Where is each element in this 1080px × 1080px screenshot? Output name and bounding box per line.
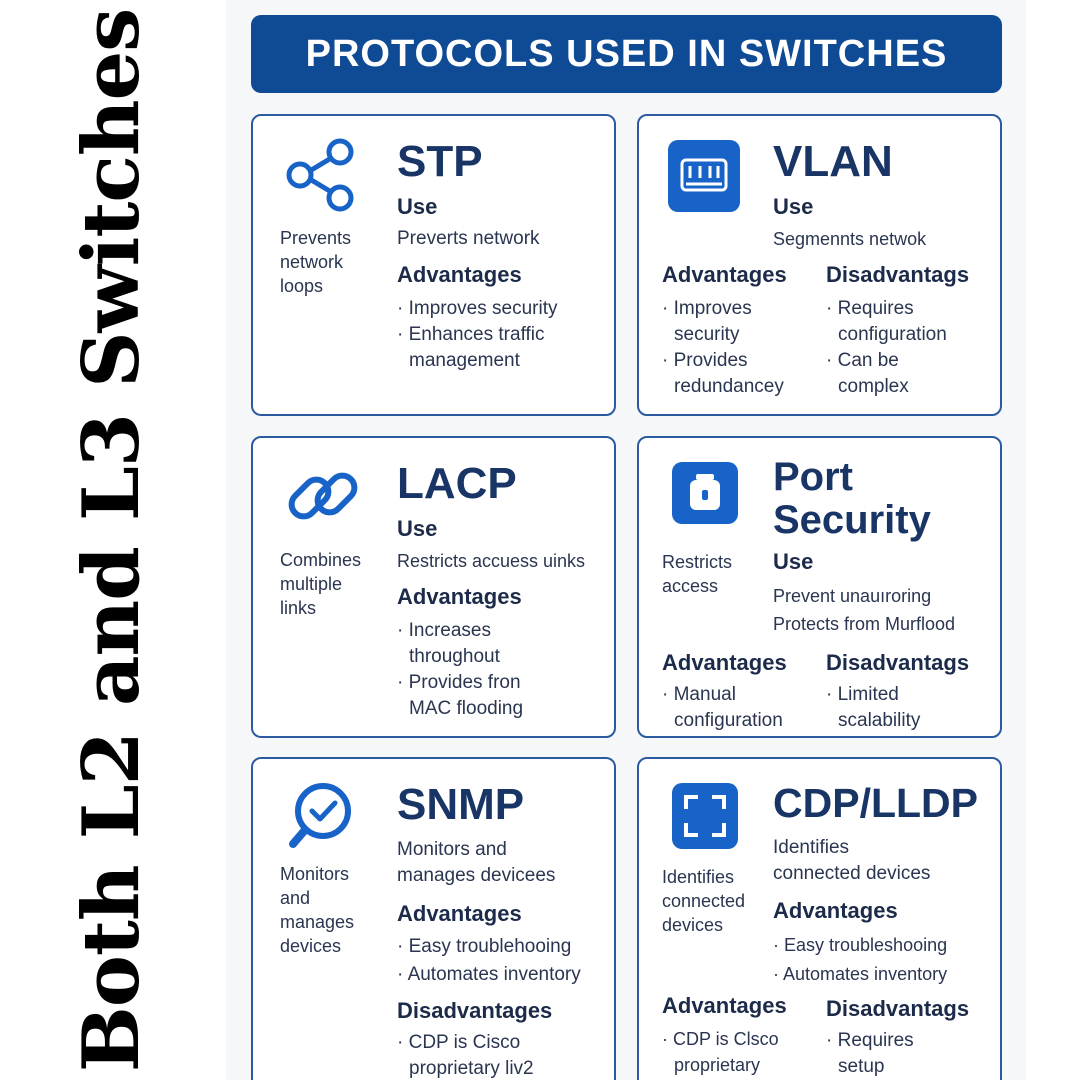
advantage-item: · Automates inventory [773, 960, 993, 989]
summary-line: devices [280, 936, 342, 956]
advantages-list [397, 296, 597, 374]
advantage-item: · Provides fron MAC flooding [397, 670, 557, 722]
share-nodes-icon [283, 138, 357, 212]
disadvantage-item: · Limited scalability [826, 682, 946, 734]
card-vlan [637, 114, 1002, 416]
advantage-item: · CDP is Clsco proprietary [662, 1026, 822, 1078]
use-text: Segmennts netwok [773, 229, 927, 249]
summary [280, 862, 354, 958]
summary-line: Combines [280, 550, 362, 570]
protocol-name: VLAN [773, 137, 893, 186]
card-cdp-lldp [637, 757, 1002, 1080]
summary-line: Prevents [280, 228, 352, 248]
protocol-name: SNMP [397, 780, 525, 829]
summary-line: links [280, 598, 317, 618]
use-text [397, 837, 555, 889]
card-stp [251, 114, 616, 416]
advantages-list [397, 618, 557, 722]
use-line: Prevent unauıroring [773, 586, 932, 606]
summary-line: access [662, 576, 719, 596]
summary [662, 865, 745, 937]
protocol-name: STP [397, 137, 483, 186]
advantages-label: Advantages [662, 993, 787, 1018]
use-label: Use [397, 194, 438, 219]
summary-line: connected [662, 891, 746, 911]
use-label: Use [397, 516, 438, 541]
disadvantages-label: Disadvantags [826, 996, 970, 1021]
side-title-text: Both L2 and L3 Switches [66, 8, 158, 1072]
disadvantages-list [397, 1030, 547, 1080]
advantages-label: Advantages [662, 262, 787, 287]
use-text [773, 582, 955, 638]
side-title [42, 0, 182, 1080]
summary-line: loops [280, 276, 324, 296]
disadvantages-list [826, 296, 986, 400]
scan-frame-icon [672, 783, 738, 849]
advantage-item: · Easy troubleshooing [773, 931, 993, 960]
use-line: Protects from Murflood [773, 614, 956, 634]
advantage-item: · Increases throughout [397, 618, 517, 670]
advantages-list [662, 296, 812, 400]
advantages-list [662, 682, 812, 734]
disadvantages-label: Disadvantages [397, 998, 553, 1023]
disadvantages-label: Disadvantags [826, 650, 970, 675]
use-text: Restricts accuess uinks [397, 551, 586, 571]
protocol-name: LACP [397, 459, 517, 508]
use-line: manages devicees [397, 865, 556, 886]
use-line: connected devices [773, 863, 931, 884]
advantages-label: Advantages [662, 650, 787, 675]
chain-link-icon [283, 456, 363, 536]
advantage-item: · Easy troublehooing [397, 933, 607, 961]
summary [662, 550, 732, 598]
advantage-item: · Provides redundancey [662, 348, 812, 400]
advantages-list [662, 1026, 822, 1078]
use-text: Preverts network [397, 228, 540, 249]
advantages-list [773, 931, 993, 989]
use-label: Use [773, 194, 814, 219]
summary-line: and [280, 888, 311, 908]
disadvantage-item: · Can be complex [826, 348, 946, 400]
advantages-label: Advantages [397, 262, 522, 287]
summary-line: devices [662, 915, 724, 935]
disadvantage-item: · Requires setup [826, 1028, 936, 1080]
advantage-item: · Automates inventory [397, 961, 607, 989]
protocol-name-line: Security [773, 498, 931, 543]
disadvantage-item: · CDP is Cisco proprietary liv2 [397, 1030, 547, 1080]
advantages-label: Advantages [397, 901, 522, 926]
advantage-item: · Enhances traffic management [397, 322, 567, 374]
summary-line: Identifies [662, 867, 735, 887]
advantages-label: Advantages [397, 584, 522, 609]
network-switch-icon [668, 140, 740, 212]
card-lacp [251, 436, 616, 738]
advantage-item: · Manual configuration [662, 682, 812, 734]
advantages-list [397, 933, 607, 989]
protocol-name-line: Port [773, 455, 853, 499]
protocol-name: CDP/LLDP [773, 780, 978, 826]
summary-line: manages [280, 912, 355, 932]
use-line: Identifies [773, 837, 850, 858]
card-snmp [251, 757, 616, 1080]
protocol-name [773, 456, 931, 542]
summary [280, 548, 361, 620]
disadvantage-item: · Requires configuration [826, 296, 986, 348]
disadvantages-list [826, 1028, 936, 1080]
card-port-security [637, 436, 1002, 738]
advantages-label: Advantages [773, 898, 898, 923]
disadvantages-list [826, 682, 946, 734]
advantage-item: · Improves security [397, 296, 597, 322]
summary-line: Restricts [662, 552, 733, 572]
magnifier-check-icon [285, 779, 355, 853]
advantage-item: · Improves security [662, 296, 812, 348]
disadvantages-label: Disadvantags [826, 262, 970, 287]
use-label: Use [773, 549, 814, 574]
padlock-icon [672, 462, 738, 524]
summary [280, 226, 351, 298]
banner-title: PROTOCOLS USED IN SWITCHES [251, 15, 1002, 93]
use-text [773, 835, 930, 887]
use-line: Monitors and [397, 839, 507, 860]
summary-line: multiple [280, 574, 343, 594]
summary-line: Monitors [280, 864, 350, 884]
summary-line: network [280, 252, 344, 272]
